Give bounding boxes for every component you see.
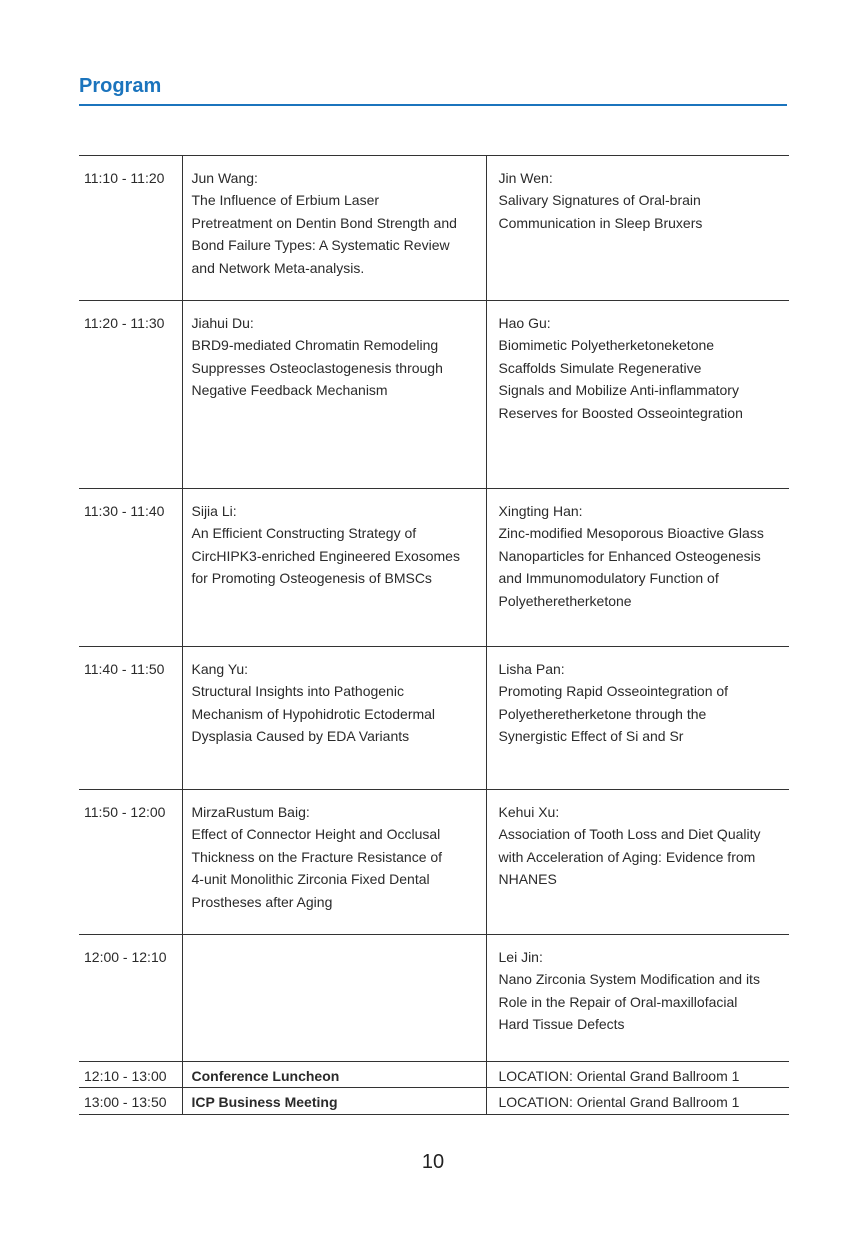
time-cell: 13:00 - 13:50 — [84, 1094, 167, 1111]
talk-title-line: Hard Tissue Defects — [498, 1016, 625, 1033]
talk-title-line: CircHIPK3-enriched Engineered Exosomes — [191, 547, 460, 564]
talk-title-line: Nano Zirconia System Modification and its — [498, 971, 760, 988]
schedule-table — [79, 155, 789, 1115]
talk-title-line: Communication in Sleep Bruxers — [498, 214, 703, 231]
talk-title-line: 4-unit Monolithic Zirconia Fixed Dental — [191, 871, 430, 888]
talk-title-line: Signals and Mobilize Anti-inflammatory — [498, 382, 739, 399]
talk-title-line: Effect of Connector Height and Occlusal — [191, 826, 441, 843]
presentation-cell — [486, 935, 789, 1062]
time-cell: 12:00 - 12:10 — [84, 949, 167, 965]
talk-title-line: Salivary Signatures of Oral-brain — [498, 192, 701, 209]
talk-title-line: Zinc-modified Mesoporous Bioactive Glass — [498, 525, 764, 542]
talk-title-line: Synergistic Effect of Si and Sr — [498, 728, 684, 745]
talk-title-line: Reserves for Boosted Osseointegration — [498, 404, 743, 421]
talk-title-line: Negative Feedback Mechanism — [191, 382, 388, 399]
talk-title-line: and Network Meta-analysis. — [191, 259, 365, 276]
talk-title-line: Pretreatment on Dentin Bond Strength and — [191, 214, 457, 231]
talk-title-line: BRD9-mediated Chromatin Remodeling — [191, 337, 439, 354]
talk-title-line: The Influence of Erbium Laser — [191, 192, 380, 209]
table-row — [79, 935, 789, 1062]
speaker-name: Jin Wen: — [498, 170, 553, 186]
speaker-name: Kang Yu: — [191, 661, 249, 677]
talk-title-line: Structural Insights into Pathogenic — [191, 683, 404, 700]
table-row — [79, 1088, 789, 1114]
event-location: LOCATION: Oriental Grand Ballroom 1 — [498, 1068, 740, 1084]
talk-title-line: Bond Failure Types: A Systematic Review — [191, 237, 450, 254]
page-title: Program — [79, 75, 162, 97]
talk-title-line: Role in the Repair of Oral-maxillofacial — [498, 993, 738, 1010]
time-cell: 12:10 - 13:00 — [84, 1068, 167, 1084]
time-cell: 11:40 - 11:50 — [84, 661, 165, 677]
talk-title-line: and Immunomodulatory Function of — [498, 570, 719, 587]
event-name: Conference Luncheon — [182, 1062, 486, 1088]
speaker-name: Jiahui Du: — [191, 315, 254, 331]
speaker-name: Lisha Pan: — [498, 661, 565, 677]
event-name: ICP Business Meeting — [182, 1088, 486, 1114]
presentation-cell — [182, 489, 486, 647]
presentation-cell — [486, 301, 789, 489]
table-row — [79, 1062, 789, 1088]
talk-title-line: An Efficient Constructing Strategy of — [191, 525, 417, 542]
speaker-name: MirzaRustum Baig: — [191, 804, 310, 820]
table-row — [79, 156, 789, 301]
table-row — [79, 790, 789, 935]
table-row — [79, 647, 789, 790]
talk-title-line: Biomimetic Polyetherketoneketone — [498, 337, 715, 354]
speaker-name: Sijia Li: — [191, 503, 237, 519]
talk-title-line: Scaffolds Simulate Regenerative — [498, 359, 702, 376]
talk-title-line: Polyetheretherketone — [498, 592, 632, 609]
speaker-name: Xingting Han: — [498, 503, 583, 519]
talk-title-line: Thickness on the Fracture Resistance of — [191, 848, 443, 865]
time-cell: 11:30 - 11:40 — [84, 503, 165, 519]
presentation-cell — [182, 647, 486, 790]
presentation-cell — [486, 156, 789, 301]
talk-title-line: Promoting Rapid Osseointegration of — [498, 683, 729, 700]
talk-title-line: Nanoparticles for Enhanced Osteogenesis — [498, 547, 761, 564]
time-cell: 11:50 - 12:00 — [84, 804, 166, 820]
time-cell: 11:20 - 11:30 — [84, 315, 165, 331]
talk-title-line: Polyetheretherketone through the — [498, 705, 707, 722]
talk-title-line: Suppresses Osteoclastogenesis through — [191, 359, 443, 376]
talk-title-line: Mechanism of Hypohidrotic Ectodermal — [191, 705, 436, 722]
talk-title-line: Prostheses after Aging — [191, 893, 333, 910]
presentation-cell — [182, 301, 486, 489]
presentation-cell — [182, 790, 486, 935]
presentation-cell — [486, 647, 789, 790]
speaker-name: Lei Jin: — [498, 949, 543, 965]
page-number: 10 — [421, 1151, 445, 1173]
talk-title-line: for Promoting Osteogenesis of BMSCs — [191, 570, 432, 587]
table-row — [79, 489, 789, 647]
title-divider — [79, 104, 787, 106]
presentation-cell — [182, 156, 486, 301]
talk-title-line: Dysplasia Caused by EDA Variants — [191, 728, 410, 745]
speaker-name: Hao Gu: — [498, 315, 551, 331]
table-row — [79, 301, 789, 489]
presentation-cell — [486, 489, 789, 647]
talk-title-line: Association of Tooth Loss and Diet Quality — [498, 826, 761, 843]
speaker-name: Jun Wang: — [191, 170, 258, 186]
event-location: LOCATION: Oriental Grand Ballroom 1 — [498, 1094, 740, 1111]
talk-title-line: NHANES — [498, 871, 557, 888]
talk-title-line: with Acceleration of Aging: Evidence from — [498, 848, 756, 865]
speaker-name: Kehui Xu: — [498, 804, 560, 820]
presentation-cell — [486, 790, 789, 935]
presentation-cell-empty — [182, 935, 486, 1062]
time-cell: 11:10 - 11:20 — [84, 170, 165, 186]
